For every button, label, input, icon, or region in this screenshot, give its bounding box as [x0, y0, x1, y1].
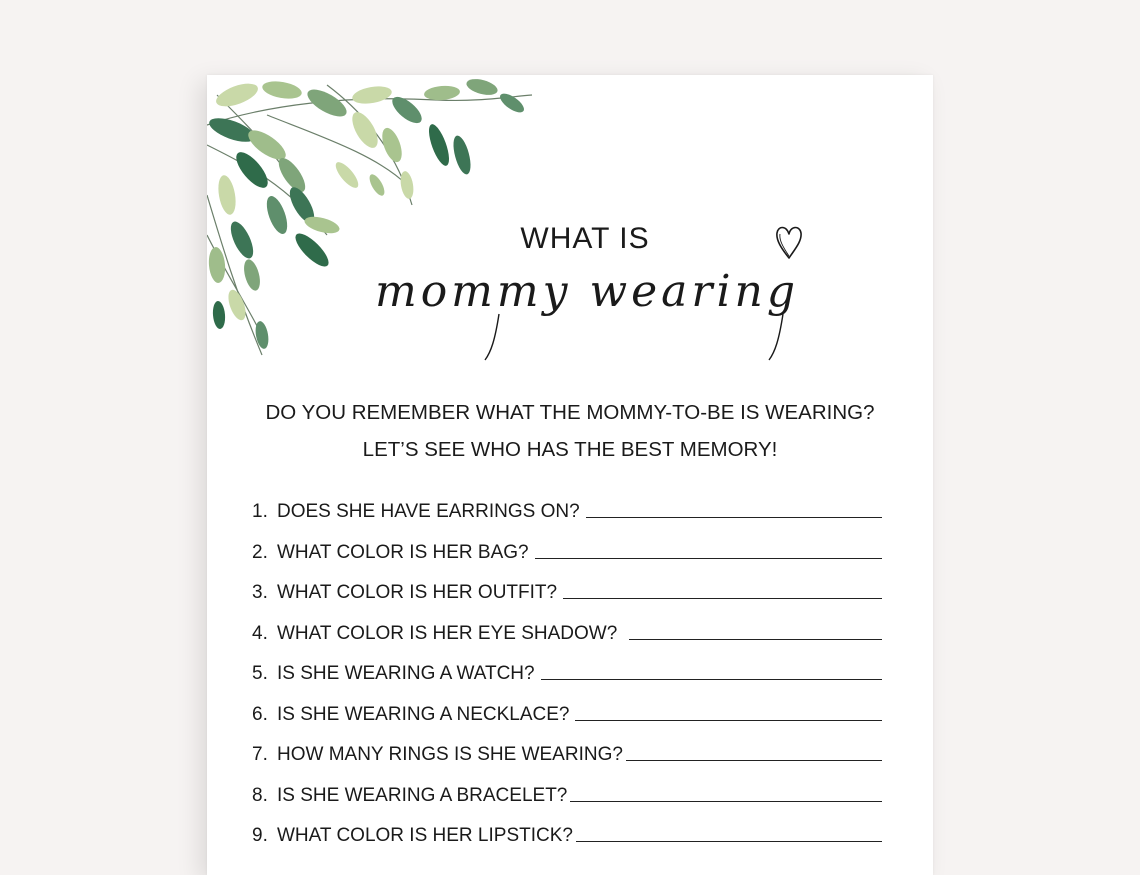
title-what-is: WHAT IS: [520, 222, 650, 255]
question-row: [252, 534, 882, 564]
question-number: 8.: [252, 784, 268, 806]
question-number: 4.: [252, 622, 268, 644]
question-number: 2.: [252, 541, 268, 563]
question-row: [252, 817, 882, 847]
script-title: [327, 270, 847, 370]
question-row: [252, 736, 882, 766]
answer-line[interactable]: [541, 679, 882, 680]
subtitle-line-1: DO YOU REMEMBER WHAT THE MOMMY-TO-BE IS WEARING?: [265, 401, 875, 424]
answer-line[interactable]: [629, 639, 882, 640]
question-number: 6.: [252, 703, 268, 725]
answer-line[interactable]: [576, 841, 882, 842]
question-number: 5.: [252, 663, 268, 684]
heart-icon: [773, 222, 805, 262]
question-text: WHAT COLOR IS HER LIPSTICK?: [277, 825, 573, 846]
question-row: [252, 655, 882, 685]
answer-line[interactable]: [575, 720, 882, 721]
question-text: HOW MANY RINGS IS SHE WEARING?: [277, 744, 623, 765]
question-text: IS SHE WEARING A WATCH?: [277, 663, 535, 684]
question-text: DOES SHE HAVE EARRINGS ON?: [277, 501, 580, 522]
question-row: [252, 493, 882, 523]
question-row: [252, 615, 882, 645]
question-row: [252, 574, 882, 604]
answer-line[interactable]: [626, 760, 882, 761]
question-row: [252, 696, 882, 726]
answer-line[interactable]: [586, 517, 882, 518]
question-row: [252, 777, 882, 807]
title-mommy-wearing: mommy wearing: [374, 270, 800, 317]
question-text: WHAT COLOR IS HER EYE SHADOW?: [277, 622, 618, 644]
question-number: 1.: [252, 501, 268, 522]
question-number: 3.: [252, 582, 268, 603]
question-text: WHAT COLOR IS HER BAG?: [277, 541, 529, 563]
question-number: 9.: [252, 825, 268, 846]
question-text: WHAT COLOR IS HER OUTFIT?: [277, 582, 558, 603]
question-text: IS SHE WEARING A NECKLACE?: [277, 703, 570, 725]
answer-line[interactable]: [570, 801, 882, 802]
subtitle-line-2: LET’S SEE WHO HAS THE BEST MEMORY!: [362, 438, 778, 461]
answer-line[interactable]: [563, 598, 882, 599]
question-text: IS SHE WEARING A BRACELET?: [277, 784, 568, 806]
printable-sheet: [207, 75, 933, 875]
answer-line[interactable]: [535, 558, 882, 559]
question-number: 7.: [252, 744, 268, 765]
